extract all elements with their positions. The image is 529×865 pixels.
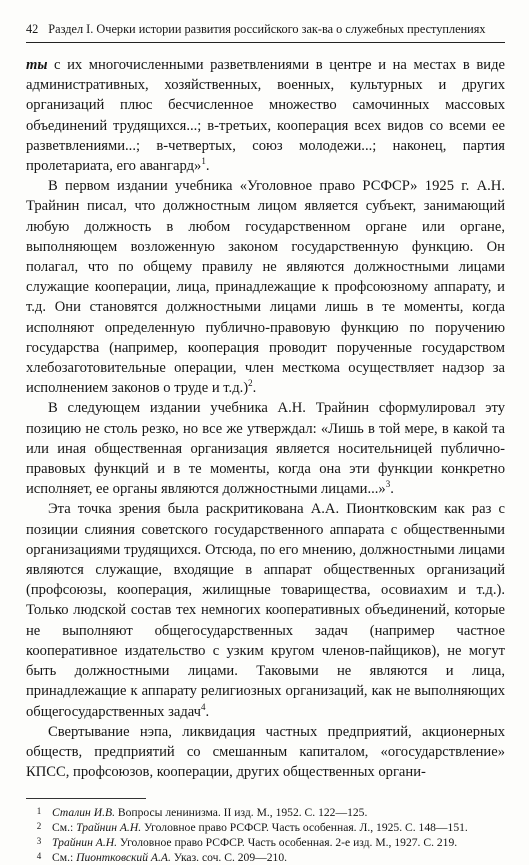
paragraph-text: с их многочисленными разветвлениями в центре и на местах в виде административных, хозяйственных, военных, культурных и других организаций плюс бесчисленное множество самочинных массовых объединений трудящихся...; в-третьих, кооперация всех видов со всеми ее разветвлениями...; в-четвертых, союз молодежи...; наконец, партия пролетариата, его авангард» — [26, 57, 505, 175]
paragraph-tail: . — [205, 158, 210, 175]
paragraph-text: Свертывание нэпа, ликвидация частных предприятий, акционерных обществ, предприятий со смешанным капиталом, «огосударствление» КПСС, профсоюзов, кооперации, других общественных органи- — [26, 723, 505, 781]
footnotes — [26, 805, 505, 865]
paragraph-5 — [26, 722, 505, 783]
footnote-1 — [26, 805, 505, 820]
main-text — [26, 55, 505, 782]
paragraph-text: В следующем издании учебника А.Н. Трайнин сформулировал эту позицию не столь резко, но все же утверждал: «Лишь в той мере, в какой та или иная общественная организация является носительницей публично-правовых функций и в те моменты, когда она эти функции конкретно исполняет, ее органы являются должностными лицами...» — [26, 400, 505, 498]
footnote-author: Трайнин А.Н. — [76, 821, 142, 835]
footnote-mark: 3 — [36, 836, 42, 847]
paragraph-lead-italic: ты — [26, 57, 48, 73]
paragraph-tail: . — [390, 481, 394, 498]
footnote-mark: 2 — [36, 821, 42, 832]
footnote-text — [52, 805, 505, 820]
footnote-3 — [26, 835, 505, 850]
footnote-body: Вопросы ленинизма. II изд. М., 1952. С. 122—125. — [114, 806, 368, 820]
footnote-mark: 1 — [36, 806, 42, 817]
footnote-4 — [26, 850, 505, 865]
footnote-author: Пионтковский А.А. — [76, 851, 171, 865]
footnote-2 — [26, 820, 505, 835]
footnote-ref-4[interactable]: 4 — [201, 701, 206, 712]
footnote-text — [52, 850, 505, 865]
paragraph-tail: . — [205, 703, 210, 720]
footnote-divider — [26, 798, 146, 799]
paragraph-text: В первом издании учебника «Уголовное право РСФСР» 1925 г. А.Н. Трайнин писал, что должностным лицом является субъект, занимающий любую должность в любом государственном органе или органе, выполняющем возложенную законом государственную функцию. Он полагал, что по общему правилу не являются должностными лицами служащие кооперации, лица, принадлежащие к профсоюзному аппарату, и т.д. Они становятся должностными лицами лишь в те моменты, когда исполняют определенную публично-правовую функцию по поручению государства (например, кооперация проводит порученные государством хлебозаготовительные операции, член месткома осуществляет надзор за исполнением законов о труде и т.д.) — [26, 178, 505, 397]
footnote-text — [52, 820, 505, 835]
paragraph-3 — [26, 398, 505, 499]
paragraph-4 — [26, 499, 505, 721]
footnote-body: Указ. соч. С. 209—210. — [170, 851, 288, 865]
page-number: 42 — [26, 22, 39, 36]
footnote-prefix: См.: — [52, 851, 77, 865]
running-header — [26, 22, 505, 43]
footnote-author: Трайнин А.Н. — [52, 836, 117, 850]
footnote-mark: 4 — [36, 851, 42, 862]
footnote-prefix: См.: — [52, 821, 77, 835]
footnote-author: Сталин И.В. — [52, 806, 115, 820]
running-title: Раздел I. Очерки истории развития российского зак-ва о служебных преступлениях — [48, 22, 486, 36]
footnote-body: Уголовное право РСФСР. Часть особенная. Л., 1925. С. 148—151. — [141, 821, 468, 835]
footnote-ref-1[interactable]: 1 — [201, 156, 206, 167]
footnote-body: Уголовное право РСФСР. Часть особенная. 2-е изд. М., 1927. С. 219. — [117, 836, 458, 850]
paragraph-2 — [26, 176, 505, 398]
paragraph-text: Эта точка зрения была раскритикована А.А. Пионтковским как раз с позиции слияния советского государственного аппарата с общественными организациями трудящихся. Отсюда, по его мнению, должностными лицами являются служащие, входящие в аппарат общественных организаций (профсоюзы, кооперация, жилищные товарищества, осовиахим и т.д.). Только людской состав тех немногих кооперативных объединений, которые не выполняют общегосударственных задач (например частное кооперативное издательство с узким кругом членов-пайщиков), не могут быть должностными лицами. Таковыми не являются и лица, принадлежащие к аппарату религиозных организаций, как не выполняющих общегосударственных задач — [26, 501, 505, 720]
paragraph-tail: . — [252, 380, 257, 397]
footnote-ref-2[interactable]: 2 — [248, 378, 253, 389]
footnote-text — [52, 835, 505, 850]
paragraph-1 — [26, 55, 505, 176]
footnote-ref-3[interactable]: 3 — [385, 479, 391, 490]
